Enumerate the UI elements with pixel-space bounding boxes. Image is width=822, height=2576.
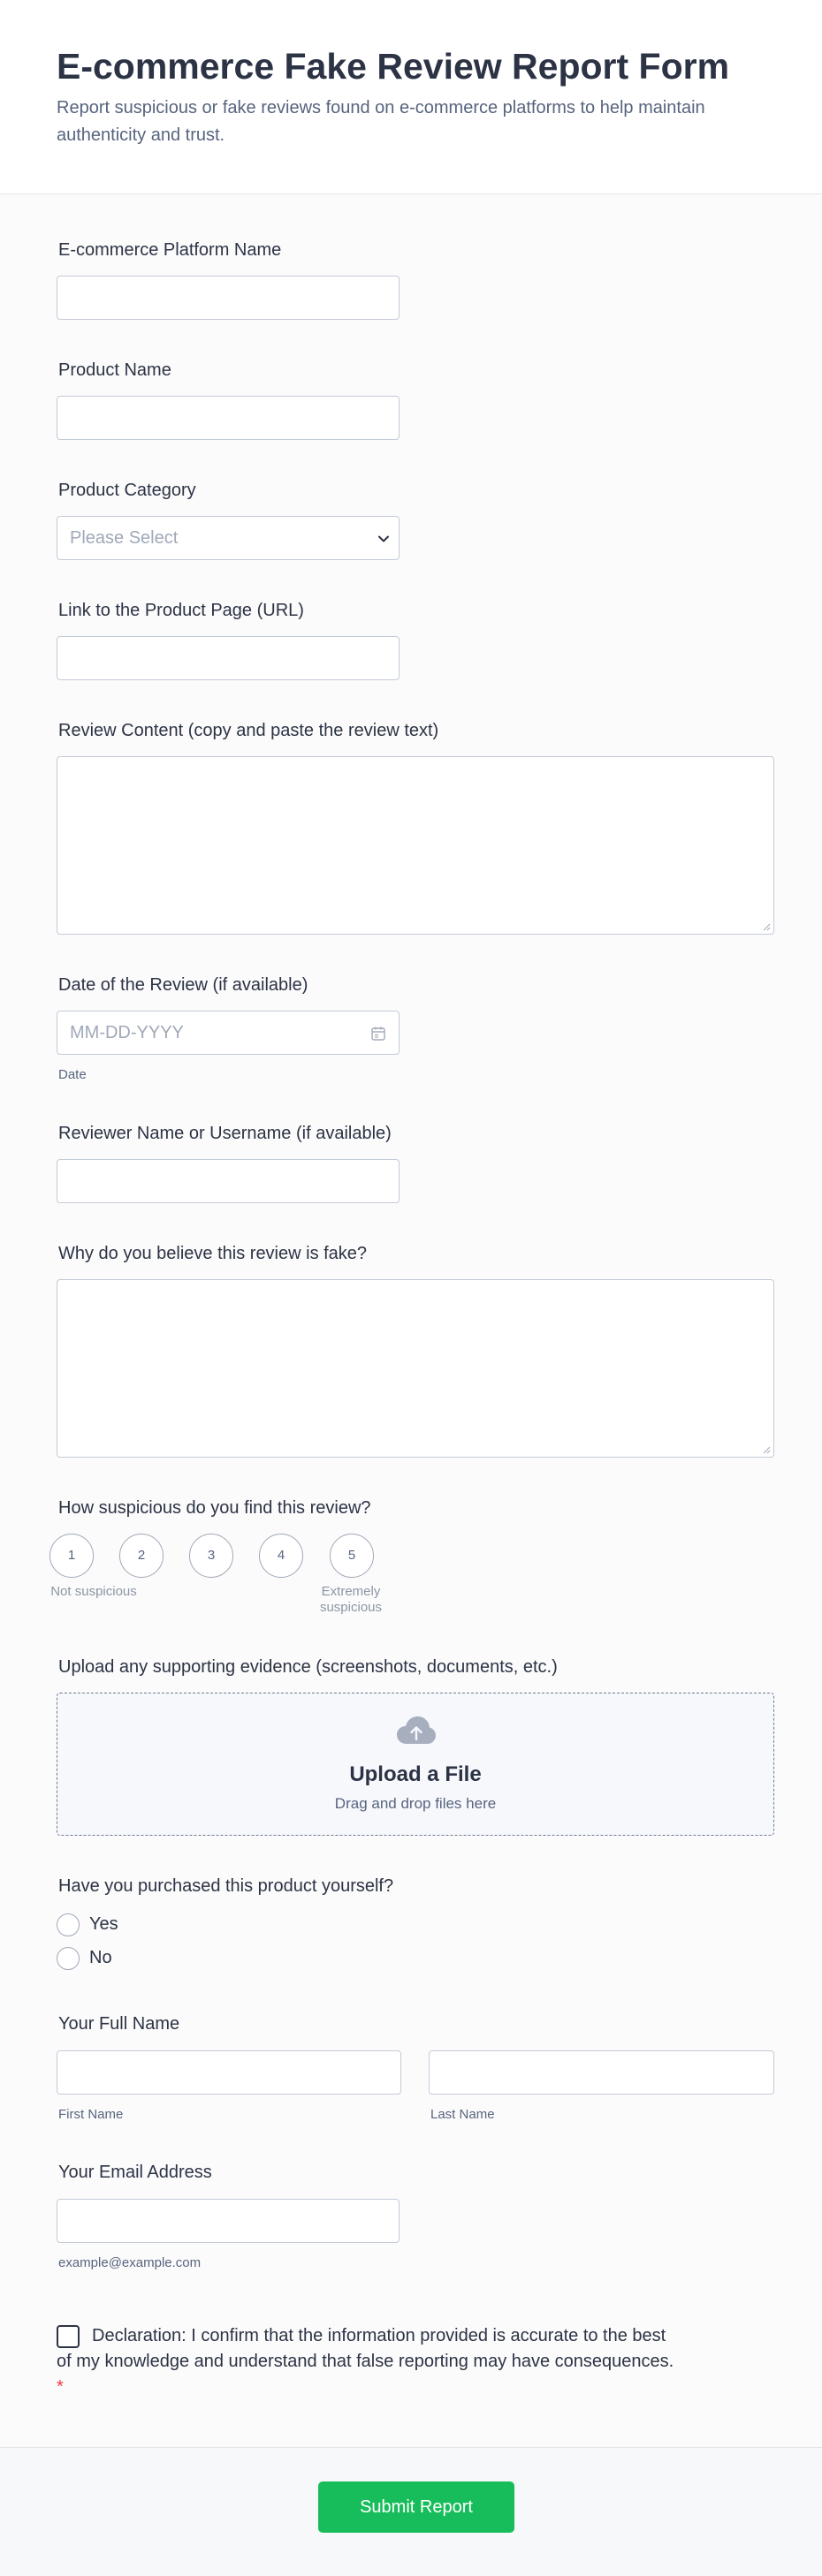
category-select[interactable] [57,516,400,560]
last-name-input[interactable] [429,2050,774,2095]
rating-max-caption: Extremely suspicious [319,1584,383,1615]
platform-input[interactable] [57,276,400,320]
upload-hint: Drag and drop files here [334,1795,497,1812]
cloud-upload-icon [395,1715,438,1746]
file-upload-dropzone[interactable] [57,1693,774,1836]
form-header [0,0,822,194]
purchased-no-radio[interactable] [57,1947,80,1970]
upload-title: Upload a File [349,1762,482,1786]
first-name-sublabel: First Name [58,2107,124,2122]
product-name-label: Product Name [58,360,171,380]
product-url-input[interactable] [57,636,400,680]
rating-option-2[interactable]: 2 [119,1534,164,1578]
purchased-no-label[interactable]: No [89,1948,112,1967]
last-name-sublabel: Last Name [430,2107,495,2122]
first-name-input[interactable] [57,2050,401,2095]
full-name-label: Your Full Name [58,2014,180,2034]
declaration-text [57,2323,684,2400]
email-sublabel: example@example.com [58,2255,202,2270]
suspicion-label: How suspicious do you find this review? [58,1498,371,1518]
purchased-yes-radio[interactable] [57,1913,80,1936]
required-asterisk: * [57,2377,64,2397]
email-input[interactable] [57,2199,400,2243]
form-footer [0,2447,822,2576]
product-name-input[interactable] [57,396,400,440]
purchased-label: Have you purchased this product yourself? [58,1876,394,1896]
category-label: Product Category [58,481,196,500]
review-date-input[interactable] [57,1011,400,1055]
platform-label: E-commerce Platform Name [58,240,282,260]
rating-option-5[interactable]: 5 [330,1534,374,1578]
reason-label: Why do you believe this review is fake? [58,1244,368,1263]
review-date-sublabel: Date [58,1067,87,1082]
product-url-label: Link to the Product Page (URL) [58,601,304,620]
calendar-icon[interactable] [370,1026,386,1042]
evidence-label: Upload any supporting evidence (screenshots, documents, etc.) [58,1657,558,1677]
form-description: Report suspicious or fake reviews found on e-commerce platforms to help maintain authenticity and trust. [57,98,705,145]
review-content-textarea[interactable] [57,756,774,935]
form-title: E-commerce Fake Review Report Form [57,46,730,87]
category-selected-value: Please Select [70,528,179,548]
submit-button[interactable]: Submit Report [318,2481,514,2533]
declaration-label[interactable]: Declaration: I confirm that the information provided is accurate to the best of my knowledge and understand that false reporting may have consequences. [57,2326,674,2371]
review-date-label: Date of the Review (if available) [58,975,308,995]
review-date-placeholder: MM-DD-YYYY [70,1023,184,1042]
rating-option-4[interactable]: 4 [259,1534,303,1578]
reviewer-label: Reviewer Name or Username (if available) [58,1124,392,1143]
rating-option-3[interactable]: 3 [189,1534,233,1578]
rating-min-caption: Not suspicious [50,1584,137,1599]
reason-textarea[interactable] [57,1279,774,1458]
purchased-yes-label[interactable]: Yes [89,1914,118,1934]
rating-option-1[interactable]: 1 [49,1534,94,1578]
chevron-down-icon [377,533,390,545]
resize-handle-icon[interactable] [762,922,771,931]
email-label: Your Email Address [58,2163,212,2182]
reviewer-input[interactable] [57,1159,400,1203]
resize-handle-icon[interactable] [762,1445,771,1454]
review-content-label: Review Content (copy and paste the review text) [58,721,439,740]
